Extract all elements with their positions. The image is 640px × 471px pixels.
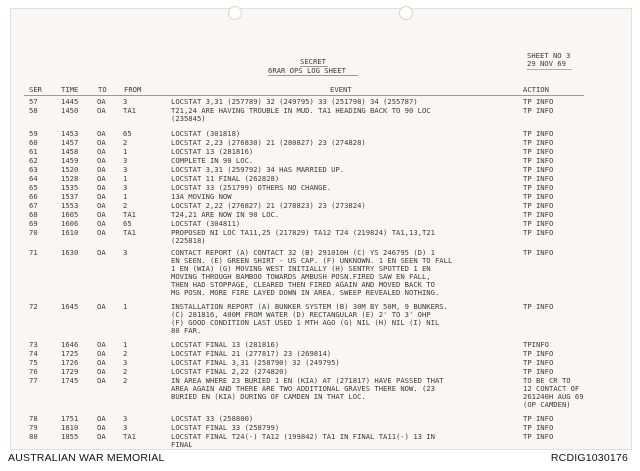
entry-from: 3 — [123, 414, 128, 423]
event-text-line: 13A MOVING NOW — [171, 192, 232, 201]
entry-time: 1535 — [61, 183, 79, 192]
entry-from: TA1 — [123, 106, 136, 115]
entry-from: 3 — [123, 358, 128, 367]
entry-from: 2 — [123, 138, 128, 147]
entry-time: 1645 — [61, 302, 79, 311]
event-text-line: LOCSTAT (304811) — [171, 219, 241, 228]
entry-to: OA — [97, 174, 106, 183]
event-text-line: (F) GOOD CONDITION LAST USED 1 MTH AGO (G) NIL (H) NIL (I) NIL — [171, 318, 440, 327]
event-text-line: LOCSTAT FINAL 2,22 (274820) — [171, 367, 288, 376]
action-text: TPINFO — [523, 340, 549, 349]
entry-from: 1 — [123, 192, 128, 201]
action-text: TP INFO — [523, 432, 554, 441]
action-text: TP INFO — [523, 156, 554, 165]
event-text-line: (225818) — [171, 236, 206, 245]
entry-time: 1553 — [61, 201, 79, 210]
action-text: TP INFO — [523, 183, 554, 192]
serial-number: 60 — [29, 138, 38, 147]
entry-to: OA — [97, 340, 106, 349]
action-text: TP INFO — [523, 349, 554, 358]
serial-number: 61 — [29, 147, 38, 156]
serial-number: 73 — [29, 340, 38, 349]
col-header-to: TO — [98, 85, 107, 94]
event-text-line: THEN HAD STOPPAGE, CLEARED THEN FIRED AGAIN AND MOVED BACK TO — [171, 280, 435, 289]
entry-from: 2 — [123, 367, 128, 376]
entry-to: OA — [97, 138, 106, 147]
sheet-number-underline — [527, 69, 572, 70]
sheet-date: 29 NOV 69 — [527, 59, 566, 68]
archive-reference: RCDIG1030176 — [550, 452, 628, 464]
serial-number: 72 — [29, 302, 38, 311]
action-text: TP INFO — [523, 138, 554, 147]
entry-from: TA1 — [123, 432, 136, 441]
entry-time: 1450 — [61, 106, 79, 115]
entry-to: OA — [97, 302, 106, 311]
entry-from: 3 — [123, 248, 128, 257]
serial-number: 75 — [29, 358, 38, 367]
event-text-line: IN AREA WHERE 23 BURIED 1 EN (KIA) AT (271817) HAVE PASSED THAT — [171, 376, 444, 385]
entry-to: OA — [97, 97, 106, 106]
serial-number: 59 — [29, 129, 38, 138]
entry-to: OA — [97, 156, 106, 165]
action-text: (OP CAMDEN) — [523, 400, 571, 409]
action-text: TP INFO — [523, 414, 554, 423]
col-header-event: EVENT — [330, 85, 352, 94]
action-text: TO BE CR TO — [523, 376, 571, 385]
sheet-number: SHEET NO 3 — [527, 51, 571, 60]
serial-number: 78 — [29, 414, 38, 423]
event-text-line: LOCSTAT (301818) — [171, 129, 241, 138]
entry-from: TA1 — [123, 228, 136, 237]
serial-number: 65 — [29, 183, 38, 192]
entry-time: 1630 — [61, 248, 79, 257]
entry-to: OA — [97, 106, 106, 115]
event-text-line: LOCSTAT 33 (258800) — [171, 414, 254, 423]
serial-number: 67 — [29, 201, 38, 210]
event-text-line: LOCSTAT FINAL T24(-) TA12 (199842) TA1 IN FINAL TA11(-) 13 IN — [171, 432, 435, 441]
entry-time: 1729 — [61, 367, 79, 376]
entry-time: 1537 — [61, 192, 79, 201]
entry-time: 1726 — [61, 358, 79, 367]
entry-from: 3 — [123, 165, 128, 174]
event-text-line: (235845) — [171, 114, 206, 123]
sheet-title-underline — [268, 75, 358, 76]
action-text: TP INFO — [523, 423, 554, 432]
col-header-action: ACTION — [523, 85, 549, 94]
action-text: 12 CONTACT OF — [523, 384, 580, 393]
entry-time: 1745 — [61, 376, 79, 385]
col-header-ser: SER — [29, 85, 42, 94]
serial-number: 79 — [29, 423, 38, 432]
event-text-line: LOCSTAT FINAL 3,31 (258790) 32 (249795) — [171, 358, 340, 367]
event-text-line: LOCSTAT FINAL 33 (258799) — [171, 423, 280, 432]
serial-number: 68 — [29, 210, 38, 219]
action-text: TP INFO — [523, 174, 554, 183]
event-text-line: T21,24 ARE HAVING TROUBLE IN MUD. TA1 HEADING BACK TO 90 LOC — [171, 106, 431, 115]
entry-from: 1 — [123, 340, 128, 349]
punch-hole — [228, 6, 242, 20]
entry-time: 1605 — [61, 210, 79, 219]
entry-to: OA — [97, 423, 106, 432]
action-text: TP INFO — [523, 201, 554, 210]
entry-from: 1 — [123, 302, 128, 311]
entry-from: 1 — [123, 174, 128, 183]
serial-number: 57 — [29, 97, 38, 106]
serial-number: 58 — [29, 106, 38, 115]
serial-number: 77 — [29, 376, 38, 385]
event-text-line: PROPOSED NI LOC TA11,25 (217829) TA12 T24 (219824) TA1,13,T21 — [171, 228, 435, 237]
entry-time: 1458 — [61, 147, 79, 156]
entry-to: OA — [97, 432, 106, 441]
event-text-line: LOCSTAT 13 (281816) — [171, 147, 254, 156]
action-text: TP INFO — [523, 165, 554, 174]
col-header-time: TIME — [61, 85, 79, 94]
action-text: TP INFO — [523, 248, 554, 257]
action-text: TP INFO — [523, 192, 554, 201]
event-text-line: LOCSTAT 3,31 (259792) 34 HAS MARRIED UP. — [171, 165, 345, 174]
event-text-line: INSTALLATION REPORT (A) BUNKER SYSTEM (B) 30M BY 50M, 9 BUNKERS. — [171, 302, 448, 311]
entry-time: 1606 — [61, 219, 79, 228]
action-text: TP INFO — [523, 228, 554, 237]
action-text: TP INFO — [523, 147, 554, 156]
entry-from: 3 — [123, 183, 128, 192]
col-header-from: FROM — [124, 85, 142, 94]
event-text-line: (C) 281816, 400M FROM WATER (D) RECTANGULAR (E) 2' TO 3' OHP — [171, 310, 431, 319]
sheet-title: 6RAR OPS LOG SHEET — [268, 66, 346, 75]
event-text-line: CONTACT REPORT (A) CONTACT 32 (B) 291010H (C) YS 246795 (D) 1 — [171, 248, 435, 257]
entry-time: 1528 — [61, 174, 79, 183]
entry-to: OA — [97, 129, 106, 138]
entry-from: 1 — [123, 147, 128, 156]
event-text-line: MOVING THROUGH BAMBOO TOWARDS AMBUSH POSN.FIRED SAW EN FALL, — [171, 272, 431, 281]
entry-time: 1810 — [61, 423, 79, 432]
event-text-line: LOCSTAT 3,31 (257789) 32 (249795) 33 (251798) 34 (255787) — [171, 97, 418, 106]
entry-time: 1610 — [61, 228, 79, 237]
action-text: TP INFO — [523, 210, 554, 219]
event-text-line: 80 FAR. — [171, 326, 202, 335]
serial-number: 64 — [29, 174, 38, 183]
punch-hole — [399, 6, 413, 20]
event-text-line: MG POSN. MORE FIRE LAYED DOWN IN AREA. SWEEP REVEALED NOTHING. — [171, 288, 440, 297]
entry-from: 65 — [123, 219, 132, 228]
header-rule — [24, 95, 584, 96]
entry-to: OA — [97, 210, 106, 219]
event-text-line: LOCSTAT 2,22 (276827) 21 (278823) 23 (273824) — [171, 201, 366, 210]
entry-to: OA — [97, 376, 106, 385]
entry-to: OA — [97, 358, 106, 367]
entry-from: 2 — [123, 376, 128, 385]
entry-to: OA — [97, 219, 106, 228]
entry-to: OA — [97, 367, 106, 376]
event-text-line: T24,21 ARE NOW IN 90 LOC. — [171, 210, 280, 219]
entry-from: 3 — [123, 156, 128, 165]
entry-to: OA — [97, 414, 106, 423]
entry-from: 3 — [123, 423, 128, 432]
entry-time: 1751 — [61, 414, 79, 423]
event-text-line: COMPLETE IN 90 LOC. — [171, 156, 254, 165]
entry-time: 1459 — [61, 156, 79, 165]
sheet-number-box — [527, 52, 577, 68]
action-text: 261240H AUG 69 — [523, 392, 584, 401]
action-text: TP INFO — [523, 129, 554, 138]
serial-number: 80 — [29, 432, 38, 441]
event-text-line: LOCSTAT 11 FINAL (262828) — [171, 174, 280, 183]
action-text: TP INFO — [523, 106, 554, 115]
entry-time: 1453 — [61, 129, 79, 138]
entry-from: TA1 — [123, 210, 136, 219]
entry-to: OA — [97, 147, 106, 156]
action-text: TP INFO — [523, 367, 554, 376]
serial-number: 63 — [29, 165, 38, 174]
entry-time: 1855 — [61, 432, 79, 441]
action-text: TP INFO — [523, 358, 554, 367]
entry-time: 1520 — [61, 165, 79, 174]
entry-from: 3 — [123, 97, 128, 106]
event-text-line: LOCSTAT FINAL 21 (277817) 23 (269814) — [171, 349, 332, 358]
action-text: TP INFO — [523, 97, 554, 106]
entry-time: 1646 — [61, 340, 79, 349]
serial-number: 70 — [29, 228, 38, 237]
serial-number: 71 — [29, 248, 38, 257]
entry-to: OA — [97, 248, 106, 257]
entry-from: 2 — [123, 349, 128, 358]
serial-number: 69 — [29, 219, 38, 228]
event-text-line: EN SEEN. (E) GREEN SHIRT - US CAP. (F) UNKNOWN. 1 EN SEEN TO FALL — [171, 256, 453, 265]
archive-credit: AUSTRALIAN WAR MEMORIAL — [8, 452, 165, 464]
entry-to: OA — [97, 201, 106, 210]
serial-number: 74 — [29, 349, 38, 358]
entry-time: 1725 — [61, 349, 79, 358]
event-text-line: LOCSTAT FINAL 13 (281816) — [171, 340, 280, 349]
event-text-line: FINAL — [171, 440, 193, 449]
entry-to: OA — [97, 192, 106, 201]
event-text-line: AREA AGAIN AND THERE ARE TWO ADDITIONAL GRAVES THERE NOW. (23 — [171, 384, 435, 393]
entry-time: 1445 — [61, 97, 79, 106]
serial-number: 62 — [29, 156, 38, 165]
entry-from: 65 — [123, 129, 132, 138]
entry-to: OA — [97, 165, 106, 174]
serial-number: 66 — [29, 192, 38, 201]
event-text-line: BURIED EN (KIA) DURING OF CAMDEN IN THAT LOC. — [171, 392, 366, 401]
entry-to: OA — [97, 183, 106, 192]
entry-to: OA — [97, 228, 106, 237]
classification-label: SECRET — [300, 57, 326, 66]
event-text-line: LOCSTAT 2,23 (276830) 21 (280827) 23 (274828) — [171, 138, 366, 147]
entry-to: OA — [97, 349, 106, 358]
entry-time: 1457 — [61, 138, 79, 147]
serial-number: 76 — [29, 367, 38, 376]
event-text-line: LOCSTAT 33 (251799) OTHERS NO CHANGE. — [171, 183, 332, 192]
entry-from: 2 — [123, 201, 128, 210]
action-text: TP INFO — [523, 302, 554, 311]
action-text: TP INFO — [523, 219, 554, 228]
event-text-line: 1 EN (WIA) (G) MOVING WEST INITIALLY (H) SENTRY SPOTTED 1 EN — [171, 264, 431, 273]
